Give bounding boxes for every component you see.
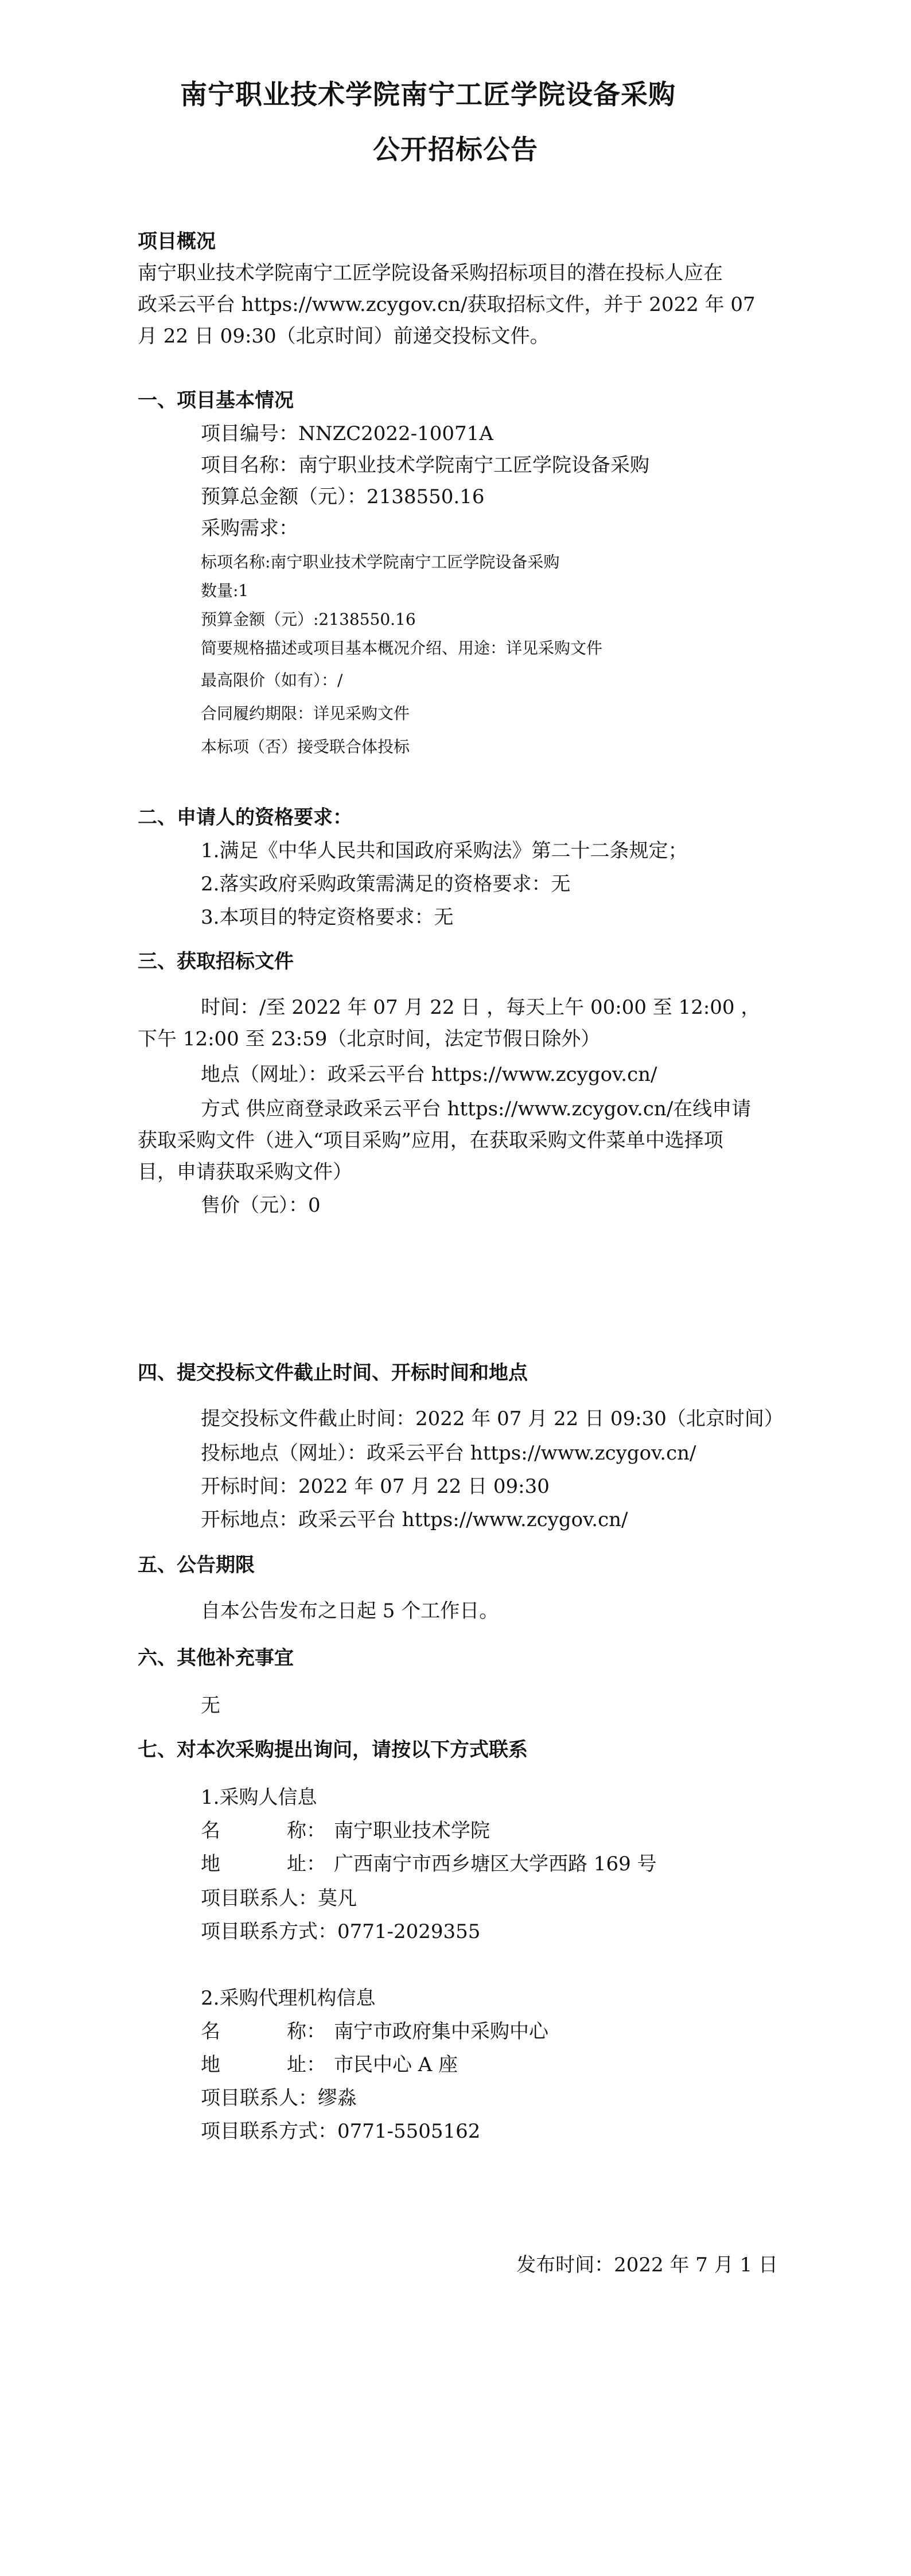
contract-period: 合同履约期限：详见采购文件 [201, 704, 410, 723]
agency-address-label: 地 [201, 2053, 220, 2076]
obtain-address: 地点（网址）：政采云平台 https://www.zcygov.cn/ [201, 1063, 657, 1086]
section4-heading: 四、提交投标文件截止时间、开标时间和地点 [138, 1361, 528, 1384]
obtain-time-line2: 下午 12:00 至 23:59（北京时间，法定节假日除外） [138, 1028, 601, 1050]
section5-heading: 五、公告期限 [138, 1554, 255, 1577]
section3-heading: 三、获取招标文件 [138, 950, 294, 973]
section2-heading: 二、申请人的资格要求： [138, 806, 352, 829]
purchaser-phone: 项目联系方式：0771-2029355 [201, 1920, 481, 1943]
agency-phone: 项目联系方式：0771-5505162 [201, 2120, 481, 2143]
qualification-item-3: 3.本项目的特定资格要求：无 [201, 906, 454, 929]
purchaser-address: 广西南宁市西乡塘区大学西路 169 号 [334, 1853, 657, 1875]
agency-name-label: 名 [201, 2020, 220, 2043]
obtain-time-line1: 时间：/至 2022 年 07 月 22 日 ，每天上午 00:00 至 12:00 ， [201, 996, 761, 1019]
supplementary-content: 无 [201, 1694, 220, 1717]
qualification-item-1: 1.满足《中华人民共和国政府采购法》第二十二条规定； [201, 839, 688, 862]
obtain-method-line1: 方式 供应商登录政采云平台 https://www.zcygov.cn/在线申请 [201, 1098, 752, 1120]
budget-total: 预算总金额（元）：2138550.16 [201, 485, 485, 508]
opening-time: 开标时间：2022 年 07 月 22 日 09:30 [201, 1475, 550, 1498]
obtain-method-line3: 目，申请获取采购文件） [138, 1161, 352, 1184]
publish-date: 发布时间：2022 年 7 月 1 日 [516, 2254, 778, 2277]
purchaser-contact: 项目联系人：莫凡 [201, 1887, 357, 1910]
lot-budget: 预算金额（元）:2138550.16 [201, 610, 416, 629]
purchaser-name-label: 名 [201, 1819, 220, 1842]
submit-place: 投标地点（网址）：政采云平台 https://www.zcygov.cn/ [201, 1442, 696, 1465]
section7-heading: 七、对本次采购提出询问，请按以下方式联系 [138, 1738, 528, 1761]
lot-quantity: 数量:1 [201, 581, 249, 600]
opening-place: 开标地点：政采云平台 https://www.zcygov.cn/ [201, 1508, 628, 1531]
section6-heading: 六、其他补充事宜 [138, 1647, 294, 1670]
demand-label: 采购需求： [201, 517, 298, 540]
agency-info-title: 2.采购代理机构信息 [201, 1987, 376, 2010]
section1-heading: 一、项目基本情况 [138, 389, 294, 412]
lot-name: 标项名称:南宁职业技术学院南宁工匠学院设备采购 [201, 552, 560, 571]
lot-spec: 简要规格描述或项目基本概况介绍、用途：详见采购文件 [201, 639, 603, 657]
purchaser-info-title: 1.采购人信息 [201, 1786, 317, 1809]
overview-line2: 政采云平台 https://www.zcygov.cn/获取招标文件，并于 2022 年 07 [138, 293, 756, 316]
agency-name-label-2: 称： [287, 2020, 326, 2043]
agency-address: 市民中心 A 座 [334, 2053, 458, 2076]
overview-line1: 南宁职业技术学院南宁工匠学院设备采购招标项目的潜在投标人应在 [138, 262, 723, 285]
max-price: 最高限价（如有）：/ [201, 671, 343, 690]
purchaser-address-label-2: 址： [287, 1853, 326, 1875]
overview-line3: 月 22 日 09:30（北京时间）前递交投标文件。 [138, 325, 550, 348]
document-title-line2: 公开招标公告 [373, 134, 538, 166]
project-name: 项目名称：南宁职业技术学院南宁工匠学院设备采购 [201, 454, 649, 477]
document-title-line1: 南宁职业技术学院南宁工匠学院设备采购 [180, 79, 676, 111]
agency-address-label-2: 址： [287, 2053, 326, 2076]
purchaser-address-label: 地 [201, 1853, 220, 1875]
notice-period: 自本公告发布之日起 5 个工作日。 [201, 1600, 499, 1622]
project-number: 项目编号：NNZC2022-10071A [201, 422, 493, 445]
agency-name: 南宁市政府集中采购中心 [334, 2020, 548, 2043]
obtain-method-line2: 获取采购文件（进入“项目采购”应用，在获取采购文件菜单中选择项 [138, 1129, 723, 1152]
overview-heading: 项目概况 [138, 230, 216, 253]
purchaser-name: 南宁职业技术学院 [334, 1819, 490, 1842]
obtain-price: 售价（元）：0 [201, 1194, 321, 1217]
consortium-note: 本标项（否）接受联合体投标 [201, 737, 410, 756]
submit-deadline: 提交投标文件截止时间：2022 年 07 月 22 日 09:30（北京时间） [201, 1407, 784, 1430]
qualification-item-2: 2.落实政府采购政策需满足的资格要求：无 [201, 873, 571, 896]
purchaser-name-label-2: 称： [287, 1819, 326, 1842]
agency-contact: 项目联系人：缪淼 [201, 2087, 357, 2110]
